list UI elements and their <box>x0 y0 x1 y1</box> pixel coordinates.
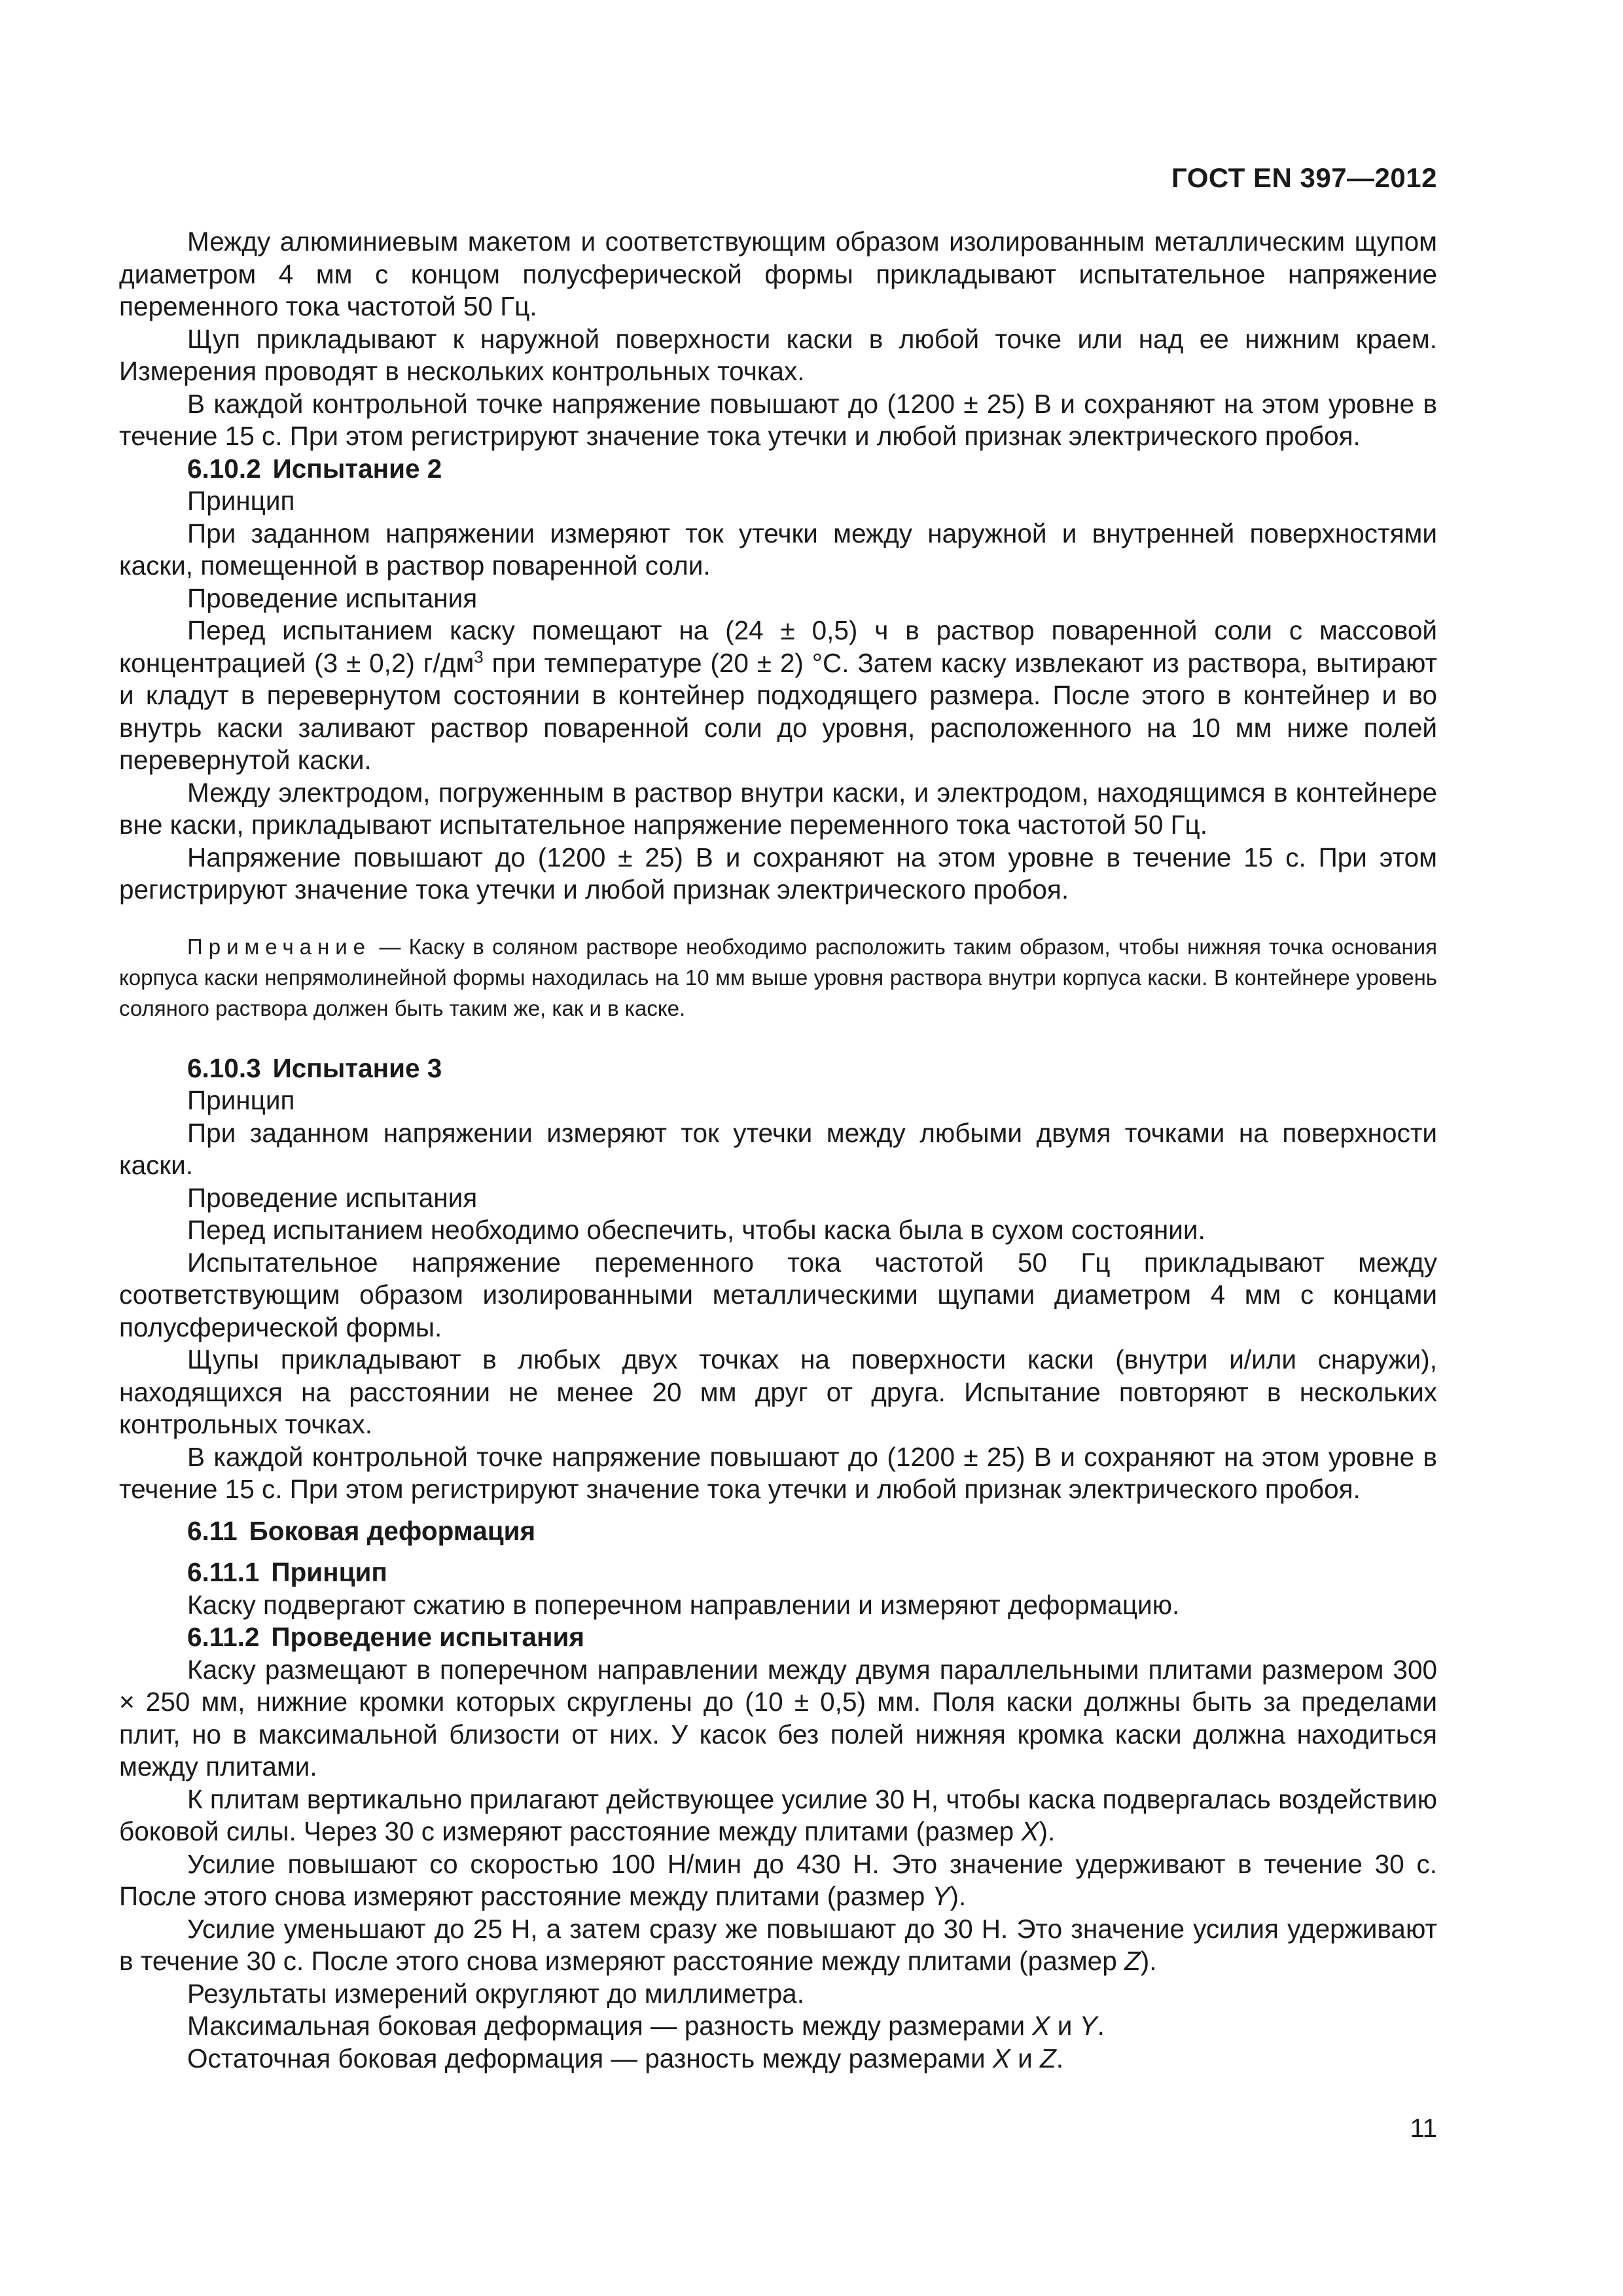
paragraph: Напряжение повышают до (1200 ± 25) В и сохраняют на этом уровне в течение 15 с. При этом регистрируют значение тока утечки и любой признак электрического пробоя. <box>119 842 1437 905</box>
paragraph: Щуп прикладывают к наружной поверхности каски в любой точке или над ее нижним краем. Измерения проводят в нескольких контрольных точках. <box>119 323 1437 386</box>
paragraph: При заданном напряжении измеряют ток утечки между любыми двумя точками на поверхности каски. <box>119 1117 1437 1180</box>
note: Примечание — Каску в соляном растворе необходимо расположить таким образом, чтобы нижняя точка основания корпуса каски непрямолинейной формы находилась на 10 мм выше уровня раствора внутри корпуса каски. В контейнере уровень соляного раствора должен быть таким же, как и в каске. <box>119 934 1437 1020</box>
subsection-label: Принцип <box>187 486 295 516</box>
paragraph: Каску подвергают сжатию в поперечном направлении и измеряют деформацию. <box>187 1589 1180 1620</box>
page-number: 11 <box>1410 2114 1437 2143</box>
paragraph: Между алюминиевым макетом и соответствующим образом изолированным металлическим щупом диаметром 4 мм с концом полусферической формы прикладывают испытательное напряжение переменного тока частотой 50 Гц. <box>119 226 1437 321</box>
paragraph: Между электродом, погруженным в раствор внутри каски, и электродом, находящимся в контейнере вне каски, прикладывают испытательное напряжение переменного тока частотой 50 Гц. <box>119 777 1437 840</box>
section-heading-6-11-2: 6.11.2 Проведение испытания <box>187 1622 585 1652</box>
subsection-label: Принцип <box>187 1085 295 1115</box>
paragraph: Усилие уменьшают до 25 Н, а затем сразу же повышают до 30 Н. Это значение усилия удерживают в течение 30 с. После этого снова измеряют расстояние между плитами (размер Z). <box>119 1913 1437 1976</box>
paragraph: Остаточная боковая деформация — разность между размерами X и Z. <box>187 2043 1064 2073</box>
section-heading-6-11: 6.11 Боковая деформация <box>187 1515 536 1546</box>
subsection-label: Проведение испытания <box>187 1182 478 1213</box>
section-heading-6-11-1: 6.11.1 Принцип <box>187 1557 387 1587</box>
paragraph: Каску размещают в поперечном направлении между двумя параллельными плитами размером 300 × 250 мм, нижние кромки которых скруглены до (10 ± 0,5) мм. Поля каски должны быть за пределами плит, но в максимальной близости от них. У касок без полей нижняя кромка каски должна находиться между плитами. <box>119 1654 1437 1782</box>
paragraph: При заданном напряжении измеряют ток утечки между наружной и внутренней поверхностями каски, помещенной в раствор поваренной соли. <box>119 518 1437 581</box>
paragraph: Испытательное напряжение переменного тока частотой 50 Гц прикладывают между соответствующим образом изолированными металлическими щупами диаметром 4 мм с концами полусферической формы. <box>119 1247 1437 1342</box>
paragraph: Щупы прикладывают в любых двух точках на поверхности каски (внутри и/или снаружи), находящихся на расстоянии не менее 20 мм друг от друга. Испытание повторяют в нескольких контрольных точках. <box>119 1344 1437 1439</box>
standard-header: ГОСТ EN 397—2012 <box>1171 162 1437 193</box>
section-heading-6-10-3: 6.10.3 Испытание 3 <box>187 1052 442 1083</box>
paragraph: В каждой контрольной точке напряжение повышают до (1200 ± 25) В и сохраняют на этом уровне в течение 15 с. При этом регистрируют значение тока утечки и любой признак электрического пробоя. <box>119 1441 1437 1504</box>
paragraph: К плитам вертикально прилагают действующее усилие 30 Н, чтобы каска подвергалась воздействию боковой силы. Через 30 с измеряют расстояние между плитами (размер X). <box>119 1784 1437 1846</box>
paragraph: Перед испытанием каску помещают на (24 ± 0,5) ч в раствор поваренной соли с массовой концентрацией (3 ± 0,2) $г/дм^3$ при температуре (20 ± 2) °С. Затем каску извлекают из раствора, вытирают и кладут в перевернутом состоянии в контейнер подходящего размера. После этого в контейнер и во внутрь каски заливают раствор поваренной соли до уровня, расположенного на 10 мм ниже полей перевернутой каски. <box>119 615 1438 775</box>
subsection-label: Проведение испытания <box>187 583 478 613</box>
paragraph: Максимальная боковая деформация — разность между размерами X и Y. <box>187 2011 1105 2041</box>
paragraph: Перед испытанием необходимо обеспечить, чтобы каска была в сухом состоянии. <box>187 1215 1205 1245</box>
paragraph: Усилие повышают со скоростью 100 Н/мин до 430 Н. Это значение удерживают в течение 30 с. После этого снова измеряют расстояние между плитами (размер Y). <box>119 1848 1437 1911</box>
paragraph: Результаты измерений округляют до миллиметра. <box>187 1978 804 2009</box>
document-body <box>119 226 1437 2075</box>
note-label: Примечание <box>187 934 372 959</box>
paragraph: В каждой контрольной точке напряжение повышают до (1200 ± 25) В и сохраняют на этом уровне в течение 15 с. При этом регистрируют значение тока утечки и любой признак электрического пробоя. <box>119 388 1437 451</box>
section-heading-6-10-2: 6.10.2 Испытание 2 <box>187 453 442 484</box>
